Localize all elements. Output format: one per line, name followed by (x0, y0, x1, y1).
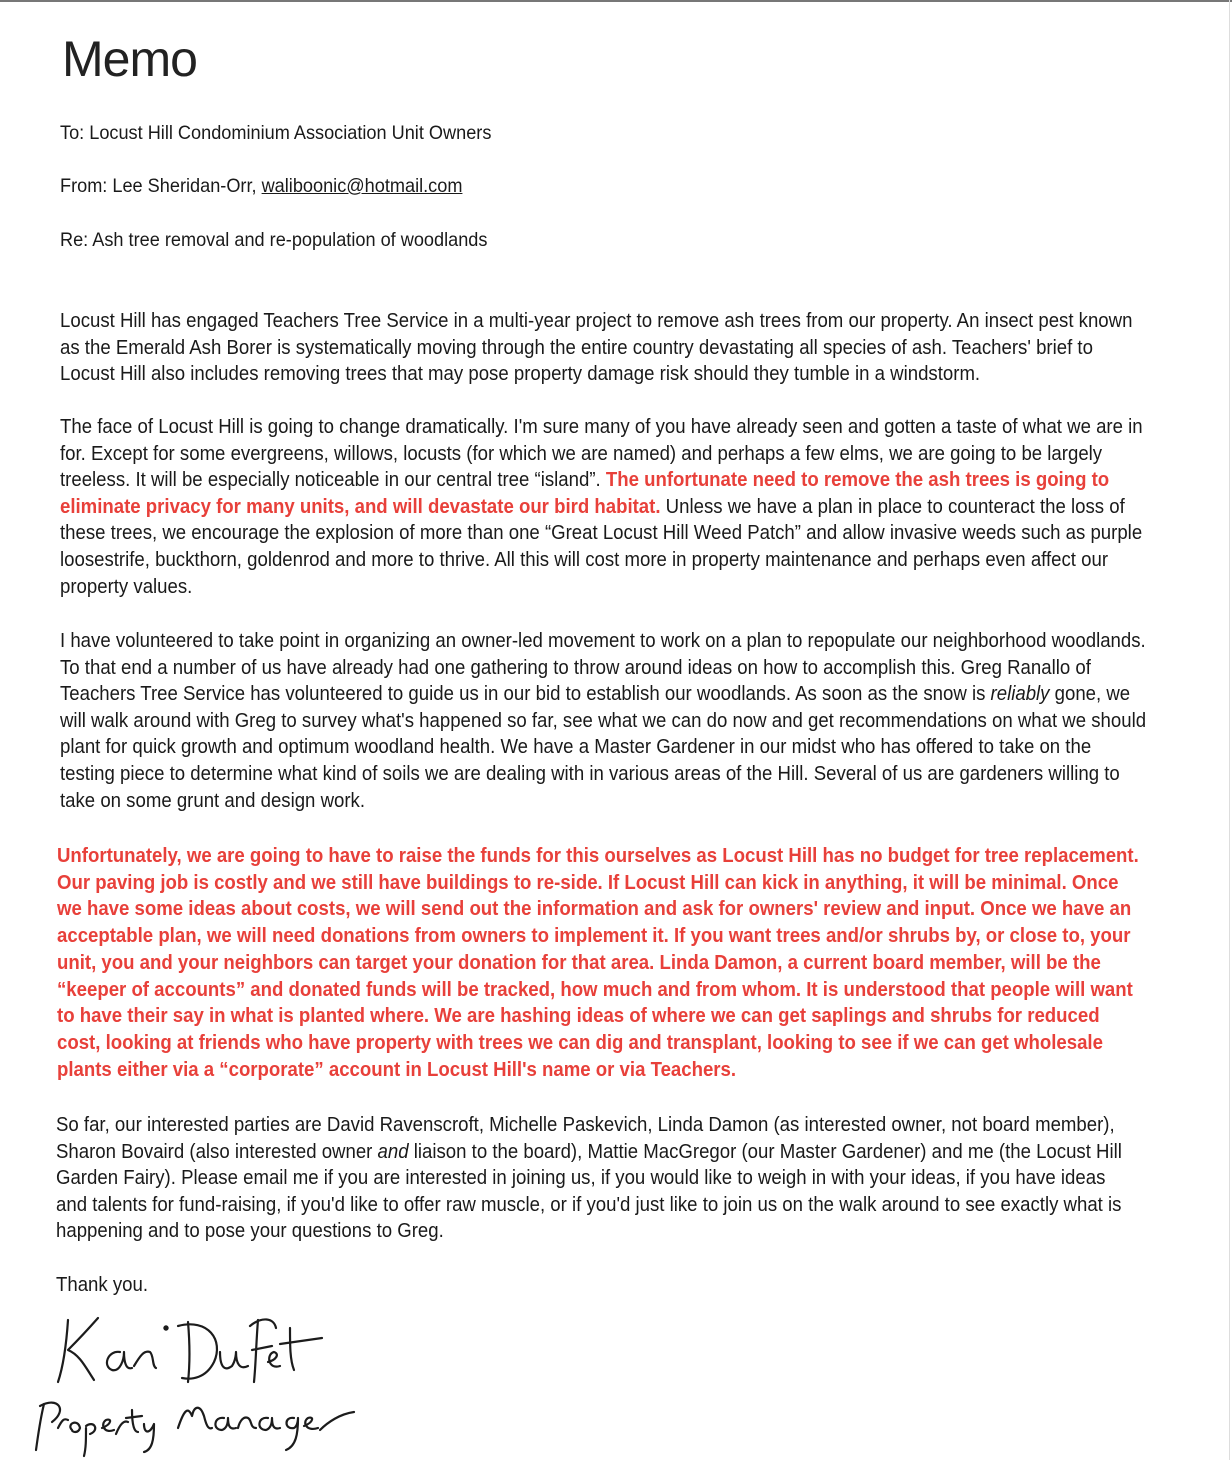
memo-from-label: From: Lee Sheridan-Orr, (60, 175, 262, 197)
paragraph-text: treeless. It will be especially noticeable in our central tree “island”. (60, 469, 606, 492)
sender-email-link[interactable]: waliboonic@hotmail.com (261, 175, 463, 197)
paragraph-5 (56, 1112, 1153, 1245)
paragraph-line: Locust Hill also includes removing trees that may pose property damage risk should they tumble in a windstorm. (60, 363, 981, 386)
paragraph-4-fundraising (57, 843, 1164, 1083)
paragraph-line: I have volunteered to take point in organizing an owner-led movement to work on a plan to repopulate our neighborhood woodlands. (60, 630, 1146, 652)
highlighted-text: eliminate privacy for many units, and will devastate our bird habitat. (60, 495, 661, 518)
paragraph-line: Our paving job is costly and we still have buildings to re-side. If Locust Hill can kick in anything, it will be minimal. Once (57, 871, 1119, 894)
paragraph-line: acceptable plan, we will need donations from owners to implement it. If you want trees and/or shrubs by, or close to, your (57, 925, 1131, 948)
paragraph-line: To that end a number of us have already had one gathering to throw around ideas on how to accomplish this. Greg Ranallo of (60, 656, 1091, 679)
paragraph-text: Teachers Tree Service has volunteered to guide us in our bid to establish our woodlands. As soon as the snow is (60, 683, 991, 706)
paragraph-line: to have their say in what is planted where. We are hashing ideas of where we can get saplings and shrubs for reduced (57, 1005, 1100, 1028)
memo-from-line (60, 174, 462, 198)
memo-re-line: Re: Ash tree removal and re-population of woodlands (60, 229, 488, 251)
paragraph-line: So far, our interested parties are David Ravenscroft, Michelle Paskevich, Linda Damon (as interested owner, not board member), (56, 1114, 1115, 1136)
paragraph-line: as the Emerald Ash Borer is systematically moving through the entire country devastating all species of ash. Teachers' brief to (60, 336, 1093, 359)
paragraph-line (60, 494, 1157, 521)
paragraph-line (56, 1139, 1153, 1166)
paragraph-line: plant for quick growth and optimum woodland health. We have a Master Gardener in our midst who has offered to take on the (60, 736, 1092, 759)
paragraph-line: and talents for fund-raising, if you'd like to offer raw muscle, or if you'd just like to join us on the walk around to see exactly what is (56, 1193, 1122, 1216)
page-top-border (0, 0, 1232, 2)
paragraph-line: plants either via a “corporate” account in Locust Hill's name or via Teachers. (57, 1058, 737, 1081)
page-right-edge (1229, 0, 1230, 1460)
paragraph-text: gone, we (1049, 683, 1131, 706)
emphasized-text: and (377, 1140, 409, 1163)
paragraph-line: for. Except for some evergreens, willows, locusts (for which we are named) and perhaps a few elms, we are going to be largely (60, 442, 1103, 465)
paragraph-text: liaison to the board), Mattie MacGregor (our Master Gardener) and me (the Locust Hill (408, 1140, 1122, 1163)
paragraph-text: Unless we have a plan in place to counteract the loss of (660, 495, 1125, 518)
paragraph-1 (60, 308, 1157, 388)
paragraph-3 (60, 628, 1157, 814)
paragraph-line: will walk around with Greg to survey what's happened so far, see what we can do now and get recommendations on what we should (60, 709, 1147, 732)
paragraph-line: unit, you and your neighbors can target your donation for that area. Linda Damon, a current board member, will be the (57, 951, 1101, 974)
paragraph-line: these trees, we encourage the explosion of more than one “Great Locust Hill Weed Patch” and allow invasive weeds such as purple (60, 522, 1143, 545)
highlighted-text: The unfortunate need to remove the ash trees is going to (605, 469, 1110, 492)
paragraph-line: happening and to pose your questions to Greg. (56, 1220, 444, 1243)
signature-ink (36, 1318, 354, 1456)
paragraph-line: take on some grunt and design work. (60, 789, 366, 812)
paragraph-2 (60, 414, 1157, 600)
paragraph-text: Sharon Bovaird (also interested owner (56, 1140, 378, 1163)
paragraph-line: The face of Locust Hill is going to change dramatically. I'm sure many of you have already seen and gotten a taste of what we are in (60, 416, 1143, 438)
memo-to-line: To: Locust Hill Condominium Association Unit Owners (60, 122, 492, 144)
paragraph-line: property values. (60, 575, 193, 598)
emphasized-text: reliably (990, 683, 1050, 706)
paragraph-line (60, 681, 1157, 708)
paragraph-line: testing piece to determine what kind of soils we are dealing with in various areas of the Hill. Several of us are gardeners willing to (60, 762, 1120, 785)
paragraph-line: we have some ideas about costs, we will send out the information and ask for owners' review and input. Once we have an (57, 898, 1132, 921)
paragraph-line: “keeper of accounts” and donated funds will be tracked, how much and from whom. It is understood that people will want (57, 978, 1133, 1001)
paragraph-line: Unfortunately, we are going to have to raise the funds for this ourselves as Locust Hill has no budget for tree replacement. (57, 845, 1139, 867)
memo-title: Memo (62, 31, 197, 87)
paragraph-line (60, 467, 1157, 494)
closing-line: Thank you. (56, 1274, 149, 1296)
paragraph-line: Garden Fairy). Please email me if you are interested in joining us, if you would like to weigh in with your ideas, if you have ideas (56, 1167, 1106, 1190)
paragraph-line: Locust Hill has engaged Teachers Tree Service in a multi-year project to remove ash trees from our property. An insect pest known (60, 310, 1133, 332)
paragraph-line: loosestrife, buckthorn, goldenrod and more to thrive. All this will cost more in property maintenance and perhaps even affect our (60, 548, 1109, 571)
handwritten-signature (28, 1300, 388, 1460)
paragraph-line: cost, looking at friends who have property with trees we can dig and transplant, looking to see if we can get wholesale (57, 1031, 1103, 1054)
